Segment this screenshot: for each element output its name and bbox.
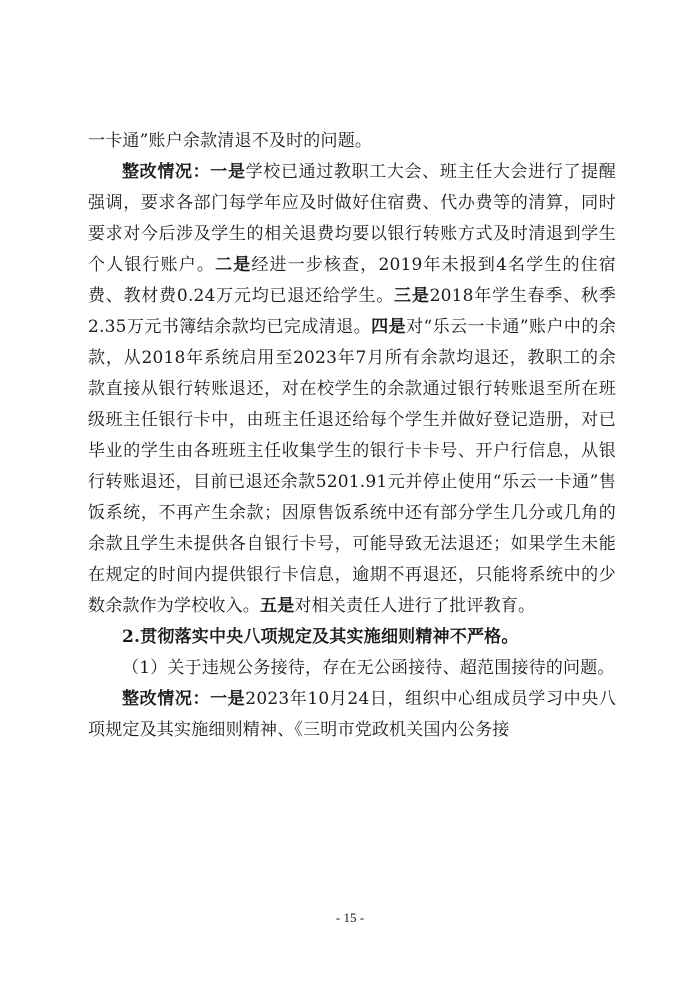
paragraph-text: 对“乐云一卡通”账户中的余款，从2018年系统启用至2023年7月所有余款均退还，教职工的余款直接从银行转账退还，对在校学生的余款通过银行转账退至所在班级班主任银行卡中，由班主任退还给每个学生并做好登记造册，对已毕业的学生由各班班主任收集学生的银行卡卡号、开户行信息，从银行转账退还，目前已退还余款5201.91元并停止使用“乐云一卡通”售饭系统，不再产生余款；因原售饭系统中还有部分学生几分或几角的余款且学生未提供各自银行卡号，可能导致无法退还；如果学生未能在规定的时间内提供银行卡信息，逾期不再退还，只能将系统中的少数余款作为学校收入。	[88, 317, 617, 616]
paragraph-4	[88, 653, 616, 684]
paragraph-1	[88, 126, 616, 157]
heading-text: 2.贯彻落实中央八项规定及其实施细则精神不严格。	[122, 627, 519, 647]
point-one-label: 一是	[210, 162, 246, 182]
paragraph-text: 一卡通”账户余款清退不及时的问题。	[88, 131, 373, 151]
paragraph-text: 2018年学生春季、秋季2.35万元书簿结余款均已完成清退。	[88, 286, 616, 337]
rectification-label: 整改情况：	[122, 689, 211, 709]
point-three-label: 三是	[394, 286, 430, 306]
paragraph-5	[88, 684, 616, 746]
point-two-label: 二是	[215, 255, 252, 275]
page-number: - 15 -	[335, 910, 365, 925]
point-five-label: 五是	[260, 596, 295, 616]
rectification-label: 整改情况：	[122, 162, 211, 182]
paragraph-text: （1）关于违规公务接待，存在无公函接待、超范围接待的问题。	[122, 658, 615, 678]
paragraph-text: 对相关责任人进行了批评教育。	[294, 596, 536, 616]
body-text	[88, 126, 616, 746]
paragraph-text: 2023年10月24日，组织中心组成员学习中央八项规定及其实施细则精神、《三明市党政机关国内公务接	[88, 689, 617, 740]
section-heading	[88, 622, 616, 653]
paragraph-text: 经进一步核查，2019年未报到4名学生的住宿费、教材费0.24万元均已退还给学生。	[88, 255, 617, 306]
paragraph-text: 学校已通过教职工大会、班主任大会进行了提醒强调，要求各部门每学年应及时做好住宿费、代办费等的清算，同时要求对今后涉及学生的相关退费均要以银行转账方式及时清退到学生个人银行账户。	[88, 162, 617, 275]
paragraph-2	[88, 157, 616, 622]
point-four-label: 四是	[371, 317, 407, 337]
point-one-label: 一是	[210, 689, 246, 709]
